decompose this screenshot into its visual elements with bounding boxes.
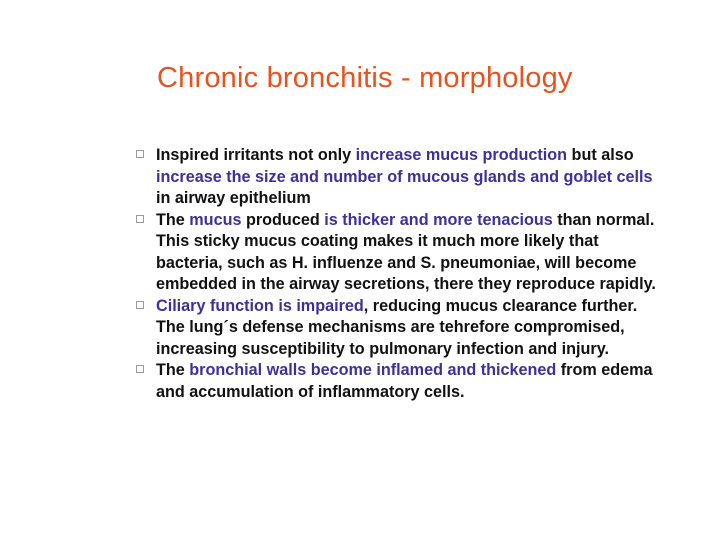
highlighted-phrase: increase mucus production (355, 146, 568, 164)
bullet-item (136, 296, 660, 361)
highlighted-phrase: mucus (189, 210, 242, 229)
highlighted-phrase: bronchial walls become inflamed and thickened (189, 361, 557, 379)
bullet-item (136, 145, 660, 210)
bullet-text-segment: , reducing mucus clearance further. The lung´s defense mechanisms are tehrefore compromised, increasing susceptibility to pulmonary infection and injury. (156, 296, 638, 358)
bullet-item (136, 360, 660, 403)
bullet-text-segment: in airway epithelium (156, 189, 311, 207)
bullet-text-segment: from edema and accumulation of inflammatory cells. (156, 361, 653, 401)
bullet-text-segment: but also (567, 146, 634, 164)
bullet-text-segment: Inspired irritants not only (156, 146, 356, 164)
bullet-text-segment: The (156, 210, 190, 229)
bullet-text-segment: than normal. This sticky mucus coating makes it much more likely that bacteria, such as H. influenze and S. pneumoniae, will become embedded in the airway secretions, there they reproduce rapidly. (156, 210, 656, 293)
bullet-list (136, 145, 660, 403)
highlighted-phrase: is thicker and more tenacious (324, 210, 553, 229)
slide-title: Chronic bronchitis - morphology (157, 62, 573, 94)
bullet-item (136, 210, 660, 296)
square-bullet-icon (136, 365, 144, 373)
square-bullet-icon (136, 150, 144, 158)
square-bullet-icon (136, 215, 144, 223)
bullet-text-segment: The (156, 361, 190, 379)
square-bullet-icon (136, 301, 144, 309)
highlighted-phrase: increase the size and number of mucous glands and goblet cells (156, 167, 653, 186)
highlighted-phrase: Ciliary function is impaired (156, 296, 364, 315)
bullet-text-segment: produced (241, 210, 325, 229)
